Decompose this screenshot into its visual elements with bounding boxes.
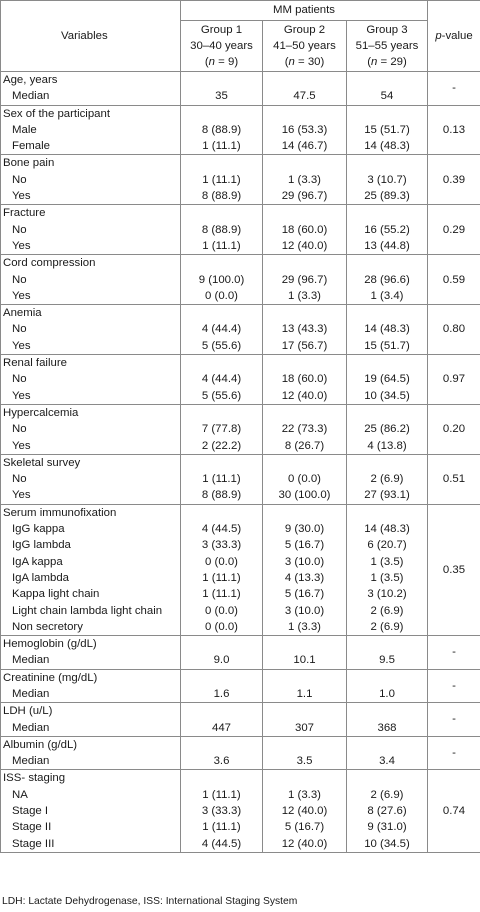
- section-title: Bone pain: [1, 155, 181, 172]
- empty-cell: [263, 305, 347, 322]
- group-2-value: 1 (3.3): [263, 288, 347, 305]
- section-title-row: [1, 305, 480, 322]
- empty-cell: [181, 504, 263, 521]
- group-1-value: 35: [181, 88, 263, 105]
- empty-cell: [347, 404, 428, 421]
- section-title-row: [1, 454, 480, 471]
- table-row: [1, 819, 480, 835]
- empty-cell: [347, 105, 428, 122]
- section-title: Cord compression: [1, 255, 181, 272]
- row-label: No: [1, 321, 181, 337]
- group-1-value: 4 (44.5): [181, 836, 263, 853]
- group-3-value: 25 (86.2): [347, 421, 428, 437]
- group-3-value: 1 (3.5): [347, 570, 428, 586]
- table-row: [1, 619, 480, 636]
- group-3-value: 2 (6.9): [347, 619, 428, 636]
- row-label: Female: [1, 138, 181, 155]
- group-2-value: 4 (13.3): [263, 570, 347, 586]
- group-1-value: 9.0: [181, 652, 263, 669]
- empty-cell: [347, 454, 428, 471]
- group-1-value: 8 (88.9): [181, 487, 263, 504]
- empty-cell: [347, 504, 428, 521]
- group-3-value: 15 (51.7): [347, 338, 428, 355]
- pvalue-cell: 0.13: [428, 105, 480, 155]
- empty-cell: [263, 770, 347, 787]
- group-2-value: 22 (73.3): [263, 421, 347, 437]
- group-3-value: 25 (89.3): [347, 188, 428, 205]
- row-label: No: [1, 222, 181, 238]
- group-1-value: 1 (11.1): [181, 787, 263, 803]
- row-label: Yes: [1, 487, 181, 504]
- group-2-header: Group 2 41–50 years (n = 30): [263, 21, 347, 72]
- group-2-value: 307: [263, 720, 347, 737]
- group-3-value: 16 (55.2): [347, 222, 428, 238]
- section-title-row: [1, 255, 480, 272]
- row-label: Median: [1, 753, 181, 770]
- empty-cell: [263, 736, 347, 753]
- empty-cell: [347, 355, 428, 372]
- group-2-value: 29 (96.7): [263, 188, 347, 205]
- empty-cell: [181, 305, 263, 322]
- section-title-row: [1, 504, 480, 521]
- row-label: NA: [1, 787, 181, 803]
- row-label: Median: [1, 88, 181, 105]
- group-3-header: Group 3 51–55 years (n = 29): [347, 21, 428, 72]
- empty-cell: [263, 105, 347, 122]
- section-title-row: [1, 155, 480, 172]
- empty-cell: [181, 255, 263, 272]
- group-3-value: 3 (10.2): [347, 586, 428, 602]
- row-label: No: [1, 272, 181, 288]
- empty-cell: [181, 105, 263, 122]
- table-row: [1, 371, 480, 387]
- section-title: Serum immunofixation: [1, 504, 181, 521]
- group-2-value: 17 (56.7): [263, 338, 347, 355]
- empty-cell: [347, 72, 428, 89]
- empty-cell: [181, 669, 263, 686]
- section-title: ISS- staging: [1, 770, 181, 787]
- group-3-value: 14 (48.3): [347, 521, 428, 537]
- group-2-value: 12 (40.0): [263, 836, 347, 853]
- row-label: IgG lambda: [1, 537, 181, 553]
- group-3-value: 1.0: [347, 686, 428, 703]
- empty-cell: [263, 255, 347, 272]
- group-2-value: 1 (3.3): [263, 787, 347, 803]
- empty-cell: [181, 404, 263, 421]
- table-row: [1, 172, 480, 188]
- group-2-value: 13 (43.3): [263, 321, 347, 337]
- group-2-value: 9 (30.0): [263, 521, 347, 537]
- section-title-row: [1, 105, 480, 122]
- section-title-row: [1, 736, 480, 753]
- group-2-value: 12 (40.0): [263, 238, 347, 255]
- group-1-value: 0 (0.0): [181, 603, 263, 619]
- empty-cell: [263, 703, 347, 720]
- table-row: [1, 88, 480, 105]
- section-title-row: [1, 636, 480, 653]
- group-3-value: 14 (48.3): [347, 321, 428, 337]
- group-1-value: 5 (55.6): [181, 338, 263, 355]
- group-1-value: 1 (11.1): [181, 238, 263, 255]
- group-2-value: 18 (60.0): [263, 371, 347, 387]
- row-label: Stage I: [1, 803, 181, 819]
- group-1-value: 8 (88.9): [181, 122, 263, 138]
- empty-cell: [263, 669, 347, 686]
- group-3-value: 28 (96.6): [347, 272, 428, 288]
- group-2-value: 3.5: [263, 753, 347, 770]
- table-row: [1, 787, 480, 803]
- group-1-value: 0 (0.0): [181, 554, 263, 570]
- group-2-value: 5 (16.7): [263, 819, 347, 835]
- row-label: Yes: [1, 388, 181, 405]
- pvalue-cell: 0.59: [428, 255, 480, 305]
- group-3-value: 1 (3.4): [347, 288, 428, 305]
- table-row: [1, 222, 480, 238]
- pvalue-cell: 0.97: [428, 355, 480, 405]
- group-3-value: 54: [347, 88, 428, 105]
- table-row: [1, 471, 480, 487]
- table-row: [1, 238, 480, 255]
- row-label: Non secretory: [1, 619, 181, 636]
- group-1-header: Group 1 30–40 years (n = 9): [181, 21, 263, 72]
- group-2-value: 18 (60.0): [263, 222, 347, 238]
- group-2-value: 8 (26.7): [263, 438, 347, 455]
- empty-cell: [181, 155, 263, 172]
- pvalue-cell: 0.35: [428, 504, 480, 635]
- row-label: Male: [1, 122, 181, 138]
- empty-cell: [263, 504, 347, 521]
- empty-cell: [347, 736, 428, 753]
- table-row: [1, 586, 480, 602]
- empty-cell: [347, 703, 428, 720]
- group-3-value: 3 (10.7): [347, 172, 428, 188]
- row-label: Yes: [1, 238, 181, 255]
- group-3-value: 2 (6.9): [347, 603, 428, 619]
- pvalue-cell: -: [428, 703, 480, 737]
- group-3-value: 13 (44.8): [347, 238, 428, 255]
- empty-cell: [263, 355, 347, 372]
- row-label: Yes: [1, 188, 181, 205]
- row-label: No: [1, 471, 181, 487]
- empty-cell: [263, 636, 347, 653]
- empty-cell: [181, 454, 263, 471]
- section-title-row: [1, 770, 480, 787]
- table-row: [1, 188, 480, 205]
- group-1-value: 5 (55.6): [181, 388, 263, 405]
- row-label: Stage III: [1, 836, 181, 853]
- mm-patients-header: MM patients: [181, 1, 428, 21]
- group-2-value: 5 (16.7): [263, 586, 347, 602]
- table-row: [1, 438, 480, 455]
- group-1-value: 1 (11.1): [181, 570, 263, 586]
- group-2-value: 3 (10.0): [263, 554, 347, 570]
- group-2-value: 1 (3.3): [263, 619, 347, 636]
- pvalue-cell: -: [428, 72, 480, 106]
- table-row: [1, 753, 480, 770]
- pvalue-cell: 0.80: [428, 305, 480, 355]
- row-label: Median: [1, 652, 181, 669]
- row-label: No: [1, 371, 181, 387]
- empty-cell: [263, 205, 347, 222]
- group-1-value: 1 (11.1): [181, 471, 263, 487]
- empty-cell: [263, 404, 347, 421]
- group-1-value: 0 (0.0): [181, 619, 263, 636]
- pvalue-cell: 0.29: [428, 205, 480, 255]
- section-title-row: [1, 72, 480, 89]
- group-1-value: 9 (100.0): [181, 272, 263, 288]
- row-label: Yes: [1, 288, 181, 305]
- table-row: [1, 603, 480, 619]
- table-row: [1, 686, 480, 703]
- empty-cell: [347, 205, 428, 222]
- pvalue-cell: -: [428, 636, 480, 670]
- group-3-value: 368: [347, 720, 428, 737]
- pvalue-cell: 0.74: [428, 770, 480, 852]
- group-2-value: 12 (40.0): [263, 803, 347, 819]
- empty-cell: [347, 305, 428, 322]
- pvalue-header: p-value: [428, 1, 480, 72]
- group-3-value: 9 (31.0): [347, 819, 428, 835]
- group-2-value: 29 (96.7): [263, 272, 347, 288]
- group-2-value: 12 (40.0): [263, 388, 347, 405]
- table-row: [1, 338, 480, 355]
- pvalue-cell: 0.39: [428, 155, 480, 205]
- section-title: Hemoglobin (g/dL): [1, 636, 181, 653]
- row-label: Yes: [1, 338, 181, 355]
- group-3-value: 19 (64.5): [347, 371, 428, 387]
- group-1-value: 1 (11.1): [181, 586, 263, 602]
- section-title-row: [1, 703, 480, 720]
- table-row: [1, 421, 480, 437]
- group-3-value: 4 (13.8): [347, 438, 428, 455]
- group-3-value: 8 (27.6): [347, 803, 428, 819]
- group-2-value: 5 (16.7): [263, 537, 347, 553]
- group-2-value: 1.1: [263, 686, 347, 703]
- empty-cell: [263, 72, 347, 89]
- table-row: [1, 554, 480, 570]
- section-title: Renal failure: [1, 355, 181, 372]
- section-title-row: [1, 404, 480, 421]
- section-title: Hypercalcemia: [1, 404, 181, 421]
- group-3-value: 3.4: [347, 753, 428, 770]
- row-label: Light chain lambda light chain: [1, 603, 181, 619]
- section-title: Age, years: [1, 72, 181, 89]
- table-row: [1, 288, 480, 305]
- section-title-row: [1, 355, 480, 372]
- row-label: Yes: [1, 438, 181, 455]
- table-header: [1, 1, 480, 72]
- group-3-value: 10 (34.5): [347, 388, 428, 405]
- group-1-value: 1 (11.1): [181, 172, 263, 188]
- group-3-value: 6 (20.7): [347, 537, 428, 553]
- group-3-value: 14 (48.3): [347, 138, 428, 155]
- variables-header: Variables: [1, 1, 181, 72]
- empty-cell: [181, 736, 263, 753]
- group-2-value: 16 (53.3): [263, 122, 347, 138]
- empty-cell: [181, 770, 263, 787]
- group-2-value: 10.1: [263, 652, 347, 669]
- empty-cell: [347, 669, 428, 686]
- group-1-value: 1.6: [181, 686, 263, 703]
- group-1-value: 8 (88.9): [181, 188, 263, 205]
- table-row: [1, 570, 480, 586]
- group-1-value: 447: [181, 720, 263, 737]
- section-title: Skeletal survey: [1, 454, 181, 471]
- group-1-value: 3 (33.3): [181, 537, 263, 553]
- row-label: IgG kappa: [1, 521, 181, 537]
- group-2-value: 0 (0.0): [263, 471, 347, 487]
- group-1-value: 4 (44.5): [181, 521, 263, 537]
- table-body: [1, 72, 480, 853]
- empty-cell: [181, 703, 263, 720]
- empty-cell: [181, 72, 263, 89]
- table-row: [1, 537, 480, 553]
- group-3-value: 27 (93.1): [347, 487, 428, 504]
- table-row: [1, 652, 480, 669]
- group-1-value: 0 (0.0): [181, 288, 263, 305]
- empty-cell: [347, 636, 428, 653]
- section-title: LDH (u/L): [1, 703, 181, 720]
- group-1-value: 3 (33.3): [181, 803, 263, 819]
- empty-cell: [263, 454, 347, 471]
- group-3-value: 2 (6.9): [347, 787, 428, 803]
- group-1-value: 3.6: [181, 753, 263, 770]
- pvalue-cell: 0.51: [428, 454, 480, 504]
- empty-cell: [181, 636, 263, 653]
- section-title: Anemia: [1, 305, 181, 322]
- row-label: IgA lambda: [1, 570, 181, 586]
- row-label: Stage II: [1, 819, 181, 835]
- group-3-value: 1 (3.5): [347, 554, 428, 570]
- empty-cell: [181, 355, 263, 372]
- group-2-value: 14 (46.7): [263, 138, 347, 155]
- pvalue-cell: 0.20: [428, 404, 480, 454]
- group-2-value: 30 (100.0): [263, 487, 347, 504]
- section-title: Creatinine (mg/dL): [1, 669, 181, 686]
- table-row: [1, 803, 480, 819]
- section-title: Albumin (g/dL): [1, 736, 181, 753]
- pvalue-cell: -: [428, 736, 480, 770]
- table-row: [1, 388, 480, 405]
- row-label: Kappa light chain: [1, 586, 181, 602]
- section-title: Sex of the participant: [1, 105, 181, 122]
- group-2-value: 1 (3.3): [263, 172, 347, 188]
- group-1-value: 4 (44.4): [181, 321, 263, 337]
- empty-cell: [347, 255, 428, 272]
- group-1-value: 4 (44.4): [181, 371, 263, 387]
- row-label: No: [1, 172, 181, 188]
- group-3-value: 15 (51.7): [347, 122, 428, 138]
- table-row: [1, 487, 480, 504]
- table-row: [1, 138, 480, 155]
- empty-cell: [347, 155, 428, 172]
- empty-cell: [263, 155, 347, 172]
- group-1-value: 7 (77.8): [181, 421, 263, 437]
- table-footnote: LDH: Lactate Dehydrogenase, ISS: International Staging System: [2, 896, 298, 907]
- section-title-row: [1, 205, 480, 222]
- table-row: [1, 272, 480, 288]
- row-label: IgA kappa: [1, 554, 181, 570]
- table-row: [1, 836, 480, 853]
- group-3-value: 2 (6.9): [347, 471, 428, 487]
- empty-cell: [347, 770, 428, 787]
- group-3-value: 10 (34.5): [347, 836, 428, 853]
- group-1-value: 8 (88.9): [181, 222, 263, 238]
- table-row: [1, 321, 480, 337]
- group-3-value: 9.5: [347, 652, 428, 669]
- table-row: [1, 521, 480, 537]
- group-1-value: 2 (22.2): [181, 438, 263, 455]
- group-2-value: 47.5: [263, 88, 347, 105]
- group-1-value: 1 (11.1): [181, 819, 263, 835]
- row-label: Median: [1, 686, 181, 703]
- group-1-value: 1 (11.1): [181, 138, 263, 155]
- row-label: No: [1, 421, 181, 437]
- row-label: Median: [1, 720, 181, 737]
- section-title: Fracture: [1, 205, 181, 222]
- group-2-value: 3 (10.0): [263, 603, 347, 619]
- table-row: [1, 720, 480, 737]
- pvalue-cell: -: [428, 669, 480, 703]
- section-title-row: [1, 669, 480, 686]
- empty-cell: [181, 205, 263, 222]
- table-row: [1, 122, 480, 138]
